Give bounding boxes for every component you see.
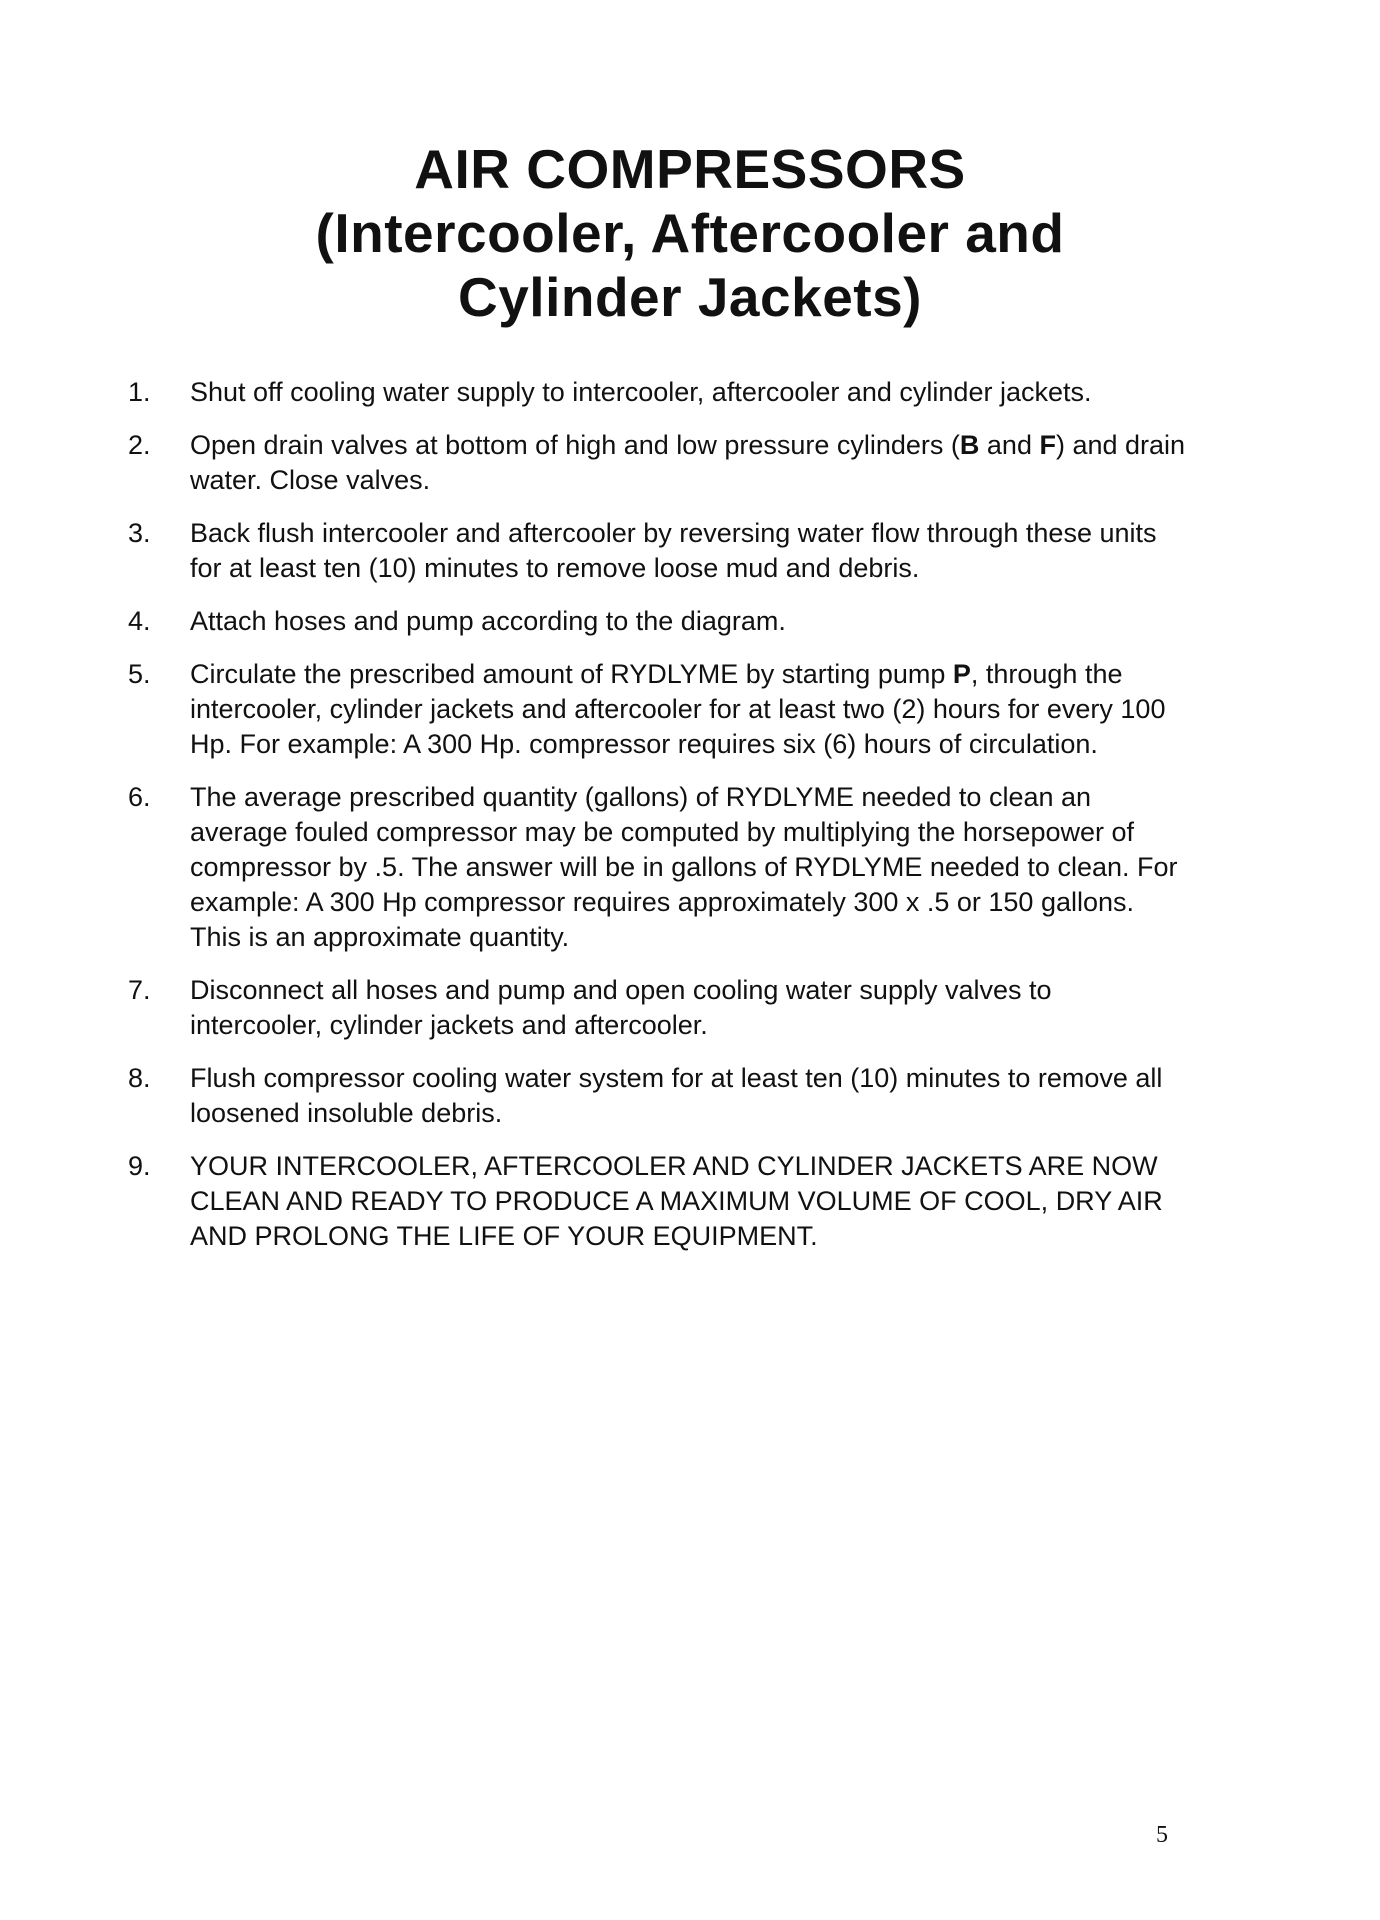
step-text-part: Circulate the prescribed amount of RYDLYME by starting pump: [190, 659, 953, 689]
step-number: 4.: [128, 606, 151, 636]
step-9: [128, 1149, 1188, 1254]
step-1: [128, 375, 1188, 410]
step-text: [190, 657, 1188, 762]
step-text-part: Flush compressor cooling water system for at least ten (10) minutes to remove all loosened insoluble debris.: [190, 1063, 1163, 1128]
title-line: (Intercooler, Aftercooler and: [315, 201, 1065, 264]
instruction-list: [128, 375, 1188, 1272]
step-text: [190, 1149, 1188, 1254]
step-text: [190, 604, 1188, 639]
title-line: Cylinder Jackets): [458, 265, 922, 328]
step-2: [128, 428, 1188, 498]
step-text-part: Shut off cooling water supply to intercooler, aftercooler and cylinder jackets.: [190, 377, 1092, 407]
step-number: 5.: [128, 659, 151, 689]
step-number: 1.: [128, 377, 151, 407]
step-text-part: Disconnect all hoses and pump and open cooling water supply valves to intercooler, cylinder jackets and aftercooler.: [190, 975, 1052, 1040]
step-text: [190, 780, 1188, 955]
step-number: 9.: [128, 1151, 151, 1181]
step-text-part: and: [979, 430, 1040, 460]
title-line: AIR COMPRESSORS: [414, 137, 966, 200]
step-7: [128, 973, 1188, 1043]
page-title: [0, 137, 1380, 329]
step-4: [128, 604, 1188, 639]
step-text-part: YOUR INTERCOOLER, AFTERCOOLER AND CYLINDER JACKETS ARE NOW CLEAN AND READY TO PRODUCE A MAXIMUM VOLUME OF COOL, DRY AIR AND PROLONG THE LIFE OF YOUR EQUIPMENT.: [190, 1151, 1163, 1251]
step-number: 7.: [128, 975, 151, 1005]
step-8: [128, 1061, 1188, 1131]
step-text-part: , through the intercooler, cylinder jackets and aftercooler for at least two (2) hours for every 100 Hp. For example: A 300 Hp. compressor requires six (6) hours of circulation.: [190, 659, 1166, 759]
step-text: [190, 428, 1188, 498]
step-text: [190, 375, 1188, 410]
step-6: [128, 780, 1188, 955]
step-3: [128, 516, 1188, 586]
step-number: 6.: [128, 782, 151, 812]
step-text: [190, 1061, 1188, 1131]
step-text: [190, 973, 1188, 1043]
step-text-part: ) and drain water. Close valves.: [190, 430, 1186, 495]
cylinder-label-f: F: [1039, 430, 1056, 460]
step-number: 3.: [128, 518, 151, 548]
pump-label-p: P: [952, 659, 971, 689]
step-text-part: The average prescribed quantity (gallons) of RYDLYME needed to clean an average fouled compressor may be computed by multiplying the horsepower of compressor by .5. The answer will be in gallons of RYDLYME needed to clean. For example: A 300 Hp compressor requires approximately 300 x .5 or 150 gallons. This is an approximate quantity.: [190, 782, 1178, 952]
page-number: 5: [1156, 1822, 1168, 1848]
step-text-part: Attach hoses and pump according to the diagram.: [190, 606, 786, 636]
cylinder-label-b: B: [959, 430, 980, 460]
step-5: [128, 657, 1188, 762]
step-number: 8.: [128, 1063, 151, 1093]
step-text-part: Open drain valves at bottom of high and low pressure cylinders (: [190, 430, 960, 460]
step-number: 2.: [128, 430, 151, 460]
step-text: [190, 516, 1188, 586]
step-text-part: Back flush intercooler and aftercooler by reversing water flow through these units for at least ten (10) minutes to remove loose mud and debris.: [190, 518, 1157, 583]
